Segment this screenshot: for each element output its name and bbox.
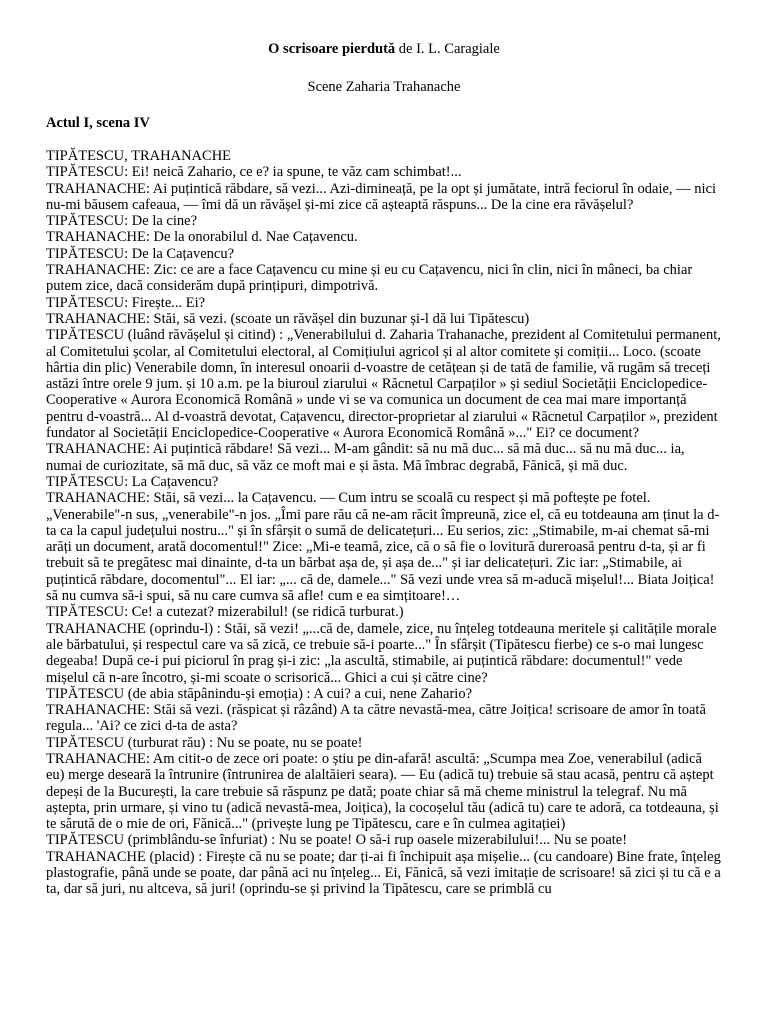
dialogue-line: TRAHANACHE: Zic: ce are a face Cațavencu cu mine și eu cu Cațavencu, nici în clin, nici în mâneci, ba chiar putem zice, dacă considerăm după prințipuri, dimpotrivă. <box>46 262 693 295</box>
act-heading: Actul I, scena IV <box>46 115 150 131</box>
dialogue-line: TIPĂTESCU: Ce! a cutezat? mizerabilul! (se ridică turburat.) <box>46 604 404 621</box>
document-subtitle: Scene Zaharia Trahanache <box>307 79 461 95</box>
dialogue-line: TRAHANACHE (oprindu-l) : Stăi, să vezi! „...că de, damele, zice, nu înțeleg totdeauna meritele și calitățile morale ale bărbatului, și respectul care va să zică, ce trebuie să-i poarte..." În sfârșit (Tipătescu fierbe) ce s-o mai lungesc degeaba! După ce-i pui piciorul în prag și-i zic: „la ascultă, stimabile, ai puțintică răbdare: documentul!" vede mișelul că n-are încotro, și-mi scoate o scrisorică... Ghici a cui și către cine? <box>46 620 717 686</box>
dialogue-line: TRAHANACHE: Stăi să vezi. (răspicat și râzând) A ta către nevastă-mea, către Joițica! scrisoare de amor în toată regula... 'Ai? ce zici d-ta de asta? <box>46 702 706 735</box>
scene-characters: TIPĂTESCU, TRAHANACHE <box>46 148 232 164</box>
author-line: de I. L. Caragiale <box>395 41 500 57</box>
dialogue-line: TRAHANACHE: Stăi, să vezi. (scoate un răvășel din buzunar și-l dă lui Tipătescu) <box>46 310 530 327</box>
dialogue-line: TRAHANACHE: Ai puțintică răbdare, să vezi... Azi-dimineață, pe la opt și jumătate, intră feciorul în odaie, — nici nu-mi băusem cafeaua, — îmi dă un răvășel și-mi zice că așteaptă răspuns... De la cine era răvășelul? <box>46 180 717 213</box>
dialogue-line: TIPĂTESCU: Ei! neică Zahario, ce e? ia spune, te văz cam schimbat!... <box>46 164 462 181</box>
dialogue-line: TIPĂTESCU: De la Cațavencu? <box>46 245 235 262</box>
dialogue-line: TIPĂTESCU: De la cine? <box>46 213 198 230</box>
dialogue-line: TRAHANACHE: Ai puțintică răbdare! Să vezi... M-am gândit: să nu mă duc... să mă duc... să nu mă duc... ia, numai de curiozitate, să mă duc, să văz ce moft mai e și ăsta. Mă îmbrac degrabă, Fănică, și mă duc. <box>46 441 685 474</box>
dialogue-line: TRAHANACHE (placid) : Firește că nu se poate; dar ți-ai fi închipuit așa mișelie... (cu candoare) Bine frate, înțeleg plastografie, până unde se poate, dar până aci nu înțeleg... Ei, Fănică, să vezi imitație de scrisoare! să zici și tu că e a ta, dar să juri, nu altceva, să juri! (oprindu-se și privind la Tipătescu, care se primblă cu <box>46 848 721 898</box>
dialogue-line: TIPĂTESCU (primblându-se înfuriat) : Nu se poate! O să-i rup oasele mizerabilului!... Nu se poate! <box>46 832 628 849</box>
document-title <box>46 40 722 58</box>
dialogue-line: TIPĂTESCU (turburat rău) : Nu se poate, nu se poate! <box>46 734 363 751</box>
dialogue-line: TRAHANACHE: Stăi, să vezi... la Cațavencu. — Cum intru se scoală cu respect și mă poftește pe fotel. „Venerabile"-n sus, „venerabile"-n jos. „Îmi pare rău că ne-am răcit împreună, zice el, că eu totdeauna am ținut la d-ta ca la capul județului nostru..." și în sfârșit o sumă de delicatețuri... Eu serios, zic: „Stimabile, m-ai chemat să-mi arăți un document, arată docomentul!" Zice: „Mi-e teamă, zice, că o să fie o lovitură dureroasă pentru d-ta, și ar fi trebuit să te pregătesc mai dinainte, d-ta un bărbat așa de, și așa de..." și iar delicatețuri. Zic iar: „Stimabile, ai puțintică răbdare, docomentul"... El iar: „... că de, damele..." Să vezi unde vrea să m-aducă mișelul!... Biata Joițica! să nu cumva să-i spui, să nu care cumva să afle! cum e ea simțitoare!… <box>46 490 720 605</box>
dialogue-line: TRAHANACHE: De la onorabilul d. Nae Cațavencu. <box>46 229 358 246</box>
dialogue-line: TRAHANACHE: Am citit-o de zece ori poate: o știu pe din-afară! ascultă: „Scumpa mea Zoe, venerabilul (adică eu) merge deseară la întrunire (întrunirea de alaltăieri seara). — Eu (adică tu) trebuie să stau acasă, pentru că aștept depeși de la București, la care trebuie să răspunz pe dată; poate chiar să mă cheme ministrul la telegraf. Nu mă aștepta, prin urmare, și vino tu (adică nevastă-mea, Joițica), la cocoșelul tău (adică tu) care te adoră, ca totdeauna, și te sărută de o mie de ori, Fănică..." (privește lung pe Tipătescu, care e în culmea agitației) <box>46 750 719 833</box>
play-title: O scrisoare pierdută <box>268 41 396 57</box>
play-text <box>46 148 722 898</box>
dialogue-line: TIPĂTESCU: La Cațavencu? <box>46 473 219 490</box>
dialogue-line: TIPĂTESCU (luând răvășelul și citind) : „Venerabilului d. Zaharia Trahanache, prezident al Comitetului permanent, al Comitetului școlar, al Comitetului electoral, al Comițiului agricol și al altor comitete și comiții... Loco. (scoate hârtia din plic) Venerabile domn, în interesul onoarii d-voastre de cetățean și de tată de familie, vă rugăm să treceți astăzi între orele 9 jum. și 10 a.m. pe la biuroul ziarului « Răcnetul Carpaților » și sediul Societății Enciclopedice-Cooperative « Aurora Economică Română » unde vi se va comunica un document de cea mai mare importanță pentru d-voastră... Al d-voastră devotat, Cațavencu, director-proprietar al ziarului « Răcnetul Carpaților », prezident fundator al Societății Enciclopedice-Cooperative « Aurora Economică Română »..." Ei? ce document? <box>46 327 721 442</box>
dialogue-line: TIPĂTESCU: Firește... Ei? <box>46 294 206 311</box>
dialogue-line: TIPĂTESCU (de abia stăpânindu-și emoția) : A cui? a cui, nene Zahario? <box>46 685 473 702</box>
